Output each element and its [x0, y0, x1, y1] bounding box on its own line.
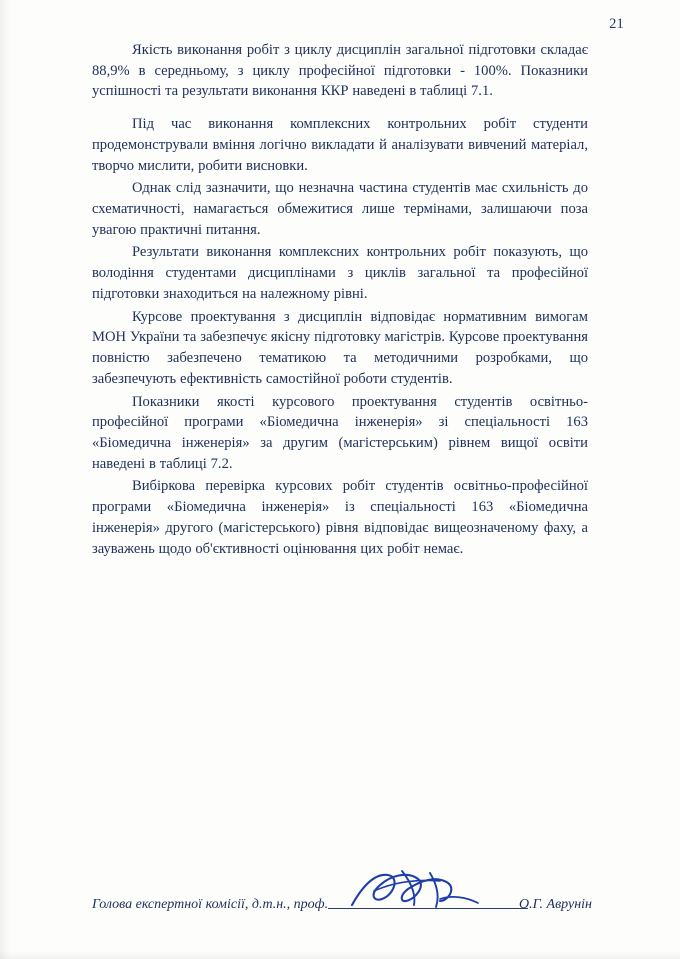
paragraph: Вибіркова перевірка курсових робіт студентів освітньо-професійної програми «Біомедична інженерія» із спеціальності 163 «Біомедична інженерія» другого (магістерського) рівня відповідає вищеозначеному фаху, а зауважень щодо об'єктивності оцінювання цих робіт немає. [92, 478, 588, 557]
paragraph: Під час виконання комплексних контрольних робіт студенти продемонстрували вміння логічно викладати й аналізувати вивчений матеріал, творчо мислити, робити висновки. [92, 116, 588, 174]
signature-role-label: Голова експертної комісії, д.т.н., проф. [92, 897, 329, 912]
paragraph: Курсове проектування з дисциплін відповідає нормативним вимогам МОН України та забезпечує якісну підготовку магістрів. Курсове проектування повністю забезпечено тематикою та методичними розробками, що забезпечують ефективність самостійної роботи студентів. [92, 308, 589, 387]
document-body [92, 40, 588, 560]
signature-line [328, 908, 528, 909]
signature-name: О.Г. Аврунін [519, 897, 592, 912]
signature-block [92, 861, 592, 917]
page-edge-shading [0, 0, 10, 959]
paragraph: Показники якості курсового проектування студентів освітньо-професійної програми «Біомедична інженерія» зі спеціальності 163 «Біомедична інженерія» за другим (магістерським) рівнем вищої освіти наведені в таблиці 7.2. [92, 393, 588, 472]
paragraph: Якість виконання робіт з циклу дисциплін загальної підготовки складає 88,9% в середньому, з циклу професійної підготовки - 100%. Показники успішності та результати виконання ККР наведені в таблиці 7.1. [92, 42, 588, 100]
paragraph: Результати виконання комплексних контрольних робіт показують, що володіння студентами дисциплінами з циклів загальної та професійної підготовки знаходиться на належному рівні. [92, 244, 588, 302]
paragraph: Однак слід зазначити, що незначна частина студентів має схильність до схематичності, намагається обмежитися лише термінами, залишаючи поза увагою практичні питання. [92, 180, 588, 238]
page-bottom-shading [0, 951, 680, 959]
page-number: 21 [609, 16, 624, 32]
